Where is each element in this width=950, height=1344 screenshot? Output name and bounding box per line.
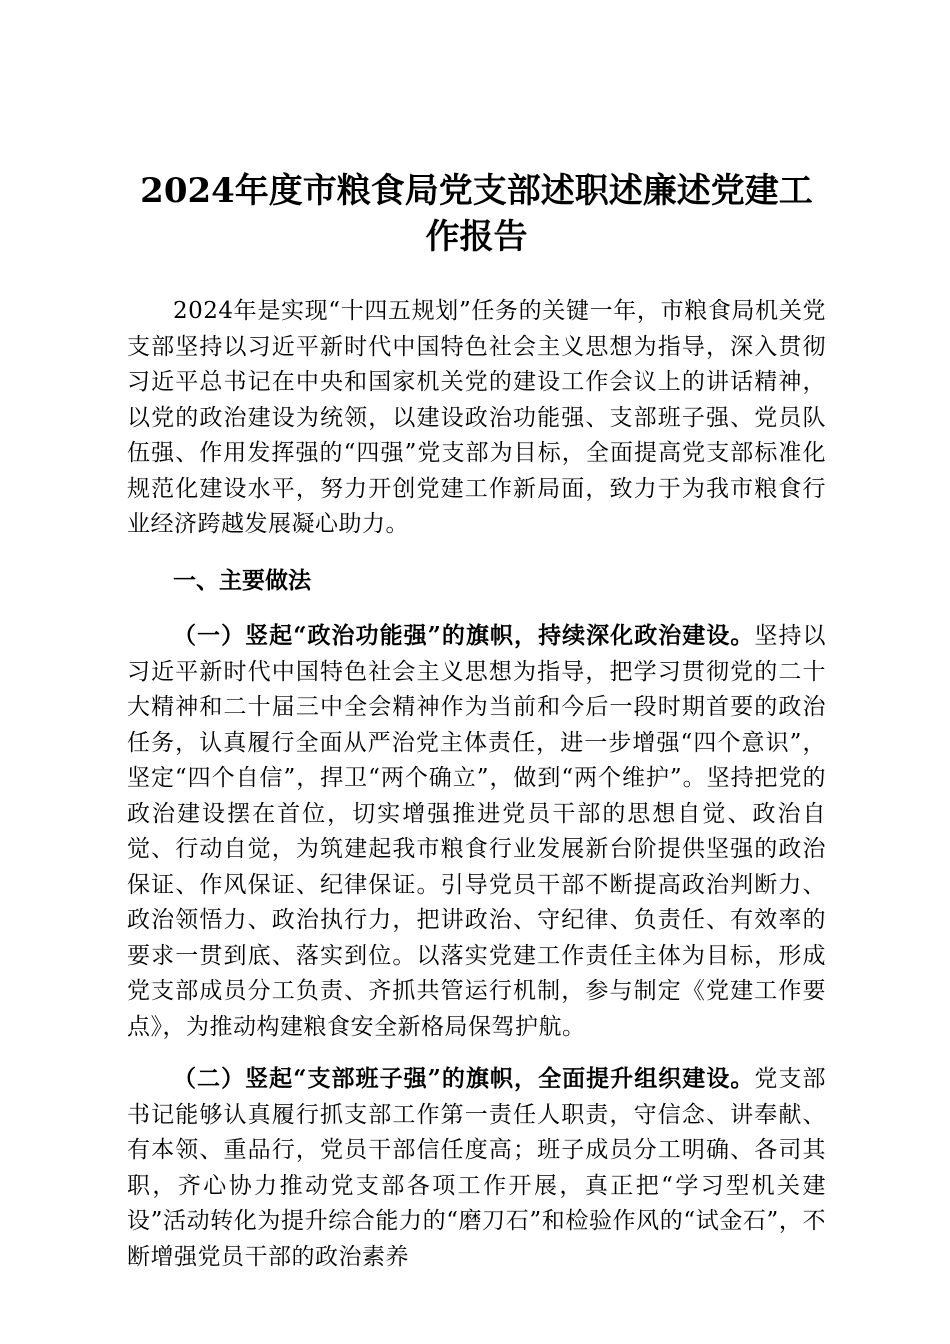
item-2-paragraph — [127, 1061, 826, 1275]
item-1-body: 坚持以习近平新时代中国特色社会主义思想为指导，把学习贯彻党的二十大精神和二十届三中全会精神作为当前和今后一段时期首要的政治任务，认真履行全面从严治党主体责任，进一步增强“四个意识”，坚定“四个自信”，捍卫“两个确立”，做到“两个维护”。坚持把党的政治建设摆在首位，切实增强推进党员干部的思想自觉、政治自觉、行动自觉，为筑建起我市粮食行业发展新台阶提供坚强的政治保证、作风保证、纪律保证。引导党员干部不断提高政治判断力、政治领悟力、政治执行力，把讲政治、守纪律、负责任、有效率的要求一贯到底、落实到位。以落实党建工作责任主体为目标，形成党支部成员分工负责、齐抓共管运行机制，参与制定《党建工作要点》，为推动构建粮食安全新格局保驾护航。 — [127, 623, 826, 1040]
title-line-1: 2024年度市粮食局党支部述职述廉述党建工 — [140, 171, 813, 211]
intro-paragraph: 2024年是实现“十四五规划”任务的关键一年，市粮食局机关党支部坚持以习近平新时代中国特色社会主义思想为指导，深入贯彻习近平总书记在中央和国家机关党的建设工作会议上的讲话精神，以党的政治建设为统领，以建设政治功能强、支部班子强、党员队伍强、作用发挥强的“四强”党支部为目标，全面提高党支部标准化规范化建设水平，努力开创党建工作新局面，致力于为我市粮食行业经济跨越发展凝心助力。 — [127, 298, 826, 537]
section-heading-main-practices: 一、主要做法 — [173, 566, 311, 594]
item-1-paragraph — [127, 618, 826, 1045]
document-title — [127, 168, 826, 260]
document-body — [127, 294, 826, 1275]
item-1-lead: （一）竖起“政治功能强”的旗帜，持续深化政治建设。 — [173, 622, 755, 649]
title-line-2: 作报告 — [425, 217, 528, 257]
item-2-lead: （二）竖起“支部班子强”的旗帜，全面提升组织建设。 — [173, 1065, 755, 1092]
item-2-body: 党支部书记能够认真履行抓支部工作第一责任人职责，守信念、讲奉献、有本领、重品行，党员干部信任度高；班子成员分工明确、各司其职，齐心协力推动党支部各项工作开展，真正把“学习型机关建设”活动转化为提升综合能力的“磨刀石”和检验作风的“试金石”，不断增强党员干部的政治素养 — [127, 1066, 826, 1270]
